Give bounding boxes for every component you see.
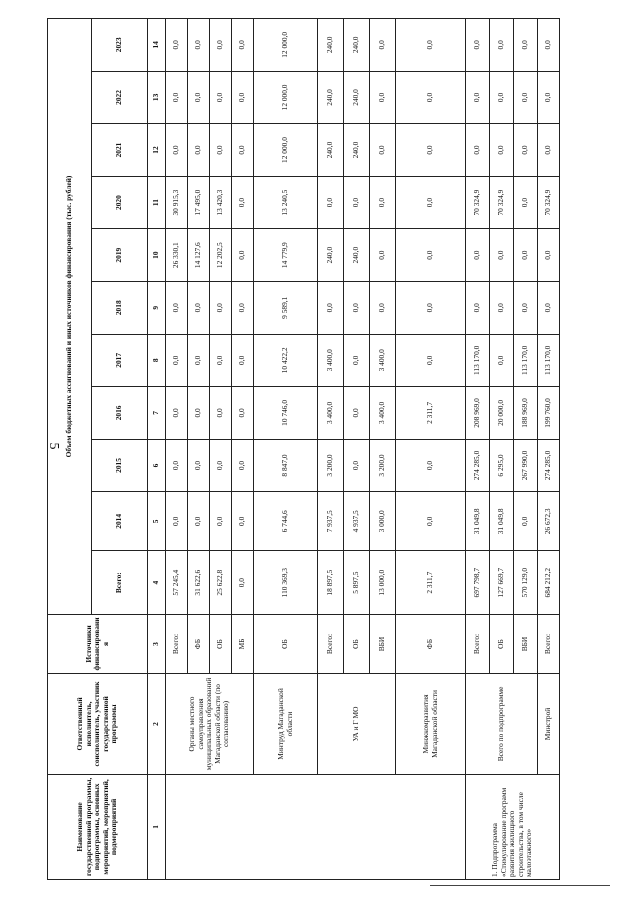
value-cell: 113 170,0 xyxy=(538,334,560,387)
source-cell: ВБИ xyxy=(370,614,396,673)
header-name: Наименование государственной программы, подпрограммы, основных мероприятий, мероприятий, подмероприятий xyxy=(48,774,148,879)
value-cell: 0,0 xyxy=(514,492,538,551)
value-cell: 0,0 xyxy=(490,71,514,124)
value-cell: 17 495,0 xyxy=(188,176,210,229)
source-cell: ОБ xyxy=(490,614,514,673)
value-cell: 0,0 xyxy=(210,439,232,492)
index-cell: 9 xyxy=(148,281,166,334)
value-cell: 3 200,0 xyxy=(318,439,344,492)
value-cell: 0,0 xyxy=(370,229,396,282)
header-year: 2014 xyxy=(92,492,148,551)
header-year: 2020 xyxy=(92,176,148,229)
value-cell: 20 000,0 xyxy=(490,387,514,440)
value-cell: 208 969,0 xyxy=(466,387,490,440)
value-cell: 0,0 xyxy=(514,281,538,334)
executor-cell: Минжкомразвития Магаданской области xyxy=(396,674,466,775)
value-cell: 0,0 xyxy=(232,71,254,124)
value-cell: 0,0 xyxy=(166,281,188,334)
value-cell: 0,0 xyxy=(344,334,370,387)
value-cell: 267 990,0 xyxy=(514,439,538,492)
value-cell: 274 285,0 xyxy=(538,439,560,492)
value-cell: 0,0 xyxy=(318,281,344,334)
value-cell: 10 422,2 xyxy=(254,334,318,387)
index-cell: 8 xyxy=(148,334,166,387)
value-cell: 30 915,3 xyxy=(166,176,188,229)
source-cell: ФБ xyxy=(396,614,466,673)
value-cell: 0,0 xyxy=(490,281,514,334)
value-cell: 0,0 xyxy=(344,439,370,492)
header-year: 2015 xyxy=(92,439,148,492)
header-year: 2019 xyxy=(92,229,148,282)
subprogram-name-cell: 1. Подпрограмма «Стимулирование программ развития жилищного строительства, в том числе малоэтажного» xyxy=(466,774,560,879)
value-cell: 14 779,9 xyxy=(254,229,318,282)
source-cell: Всего: xyxy=(318,614,344,673)
value-cell: 14 127,6 xyxy=(188,229,210,282)
value-cell: 0,0 xyxy=(396,176,466,229)
value-cell: 0,0 xyxy=(210,387,232,440)
index-cell: 13 xyxy=(148,71,166,124)
value-cell: 0,0 xyxy=(318,176,344,229)
value-cell: 0,0 xyxy=(490,334,514,387)
program-name-cell xyxy=(166,774,466,879)
value-cell: 0,0 xyxy=(466,281,490,334)
value-cell: 0,0 xyxy=(490,19,514,72)
value-cell: 0,0 xyxy=(188,281,210,334)
value-cell: 0,0 xyxy=(344,176,370,229)
header-year: 2022 xyxy=(92,71,148,124)
value-cell: 12 000,0 xyxy=(254,71,318,124)
value-cell: 12 000,0 xyxy=(254,19,318,72)
value-cell: 0,0 xyxy=(490,124,514,177)
source-cell: ОБ xyxy=(210,614,232,673)
table-row xyxy=(538,19,560,880)
value-cell: 6 295,0 xyxy=(490,439,514,492)
financing-table xyxy=(47,18,560,880)
value-cell: 0,0 xyxy=(166,19,188,72)
value-cell: 0,0 xyxy=(232,281,254,334)
value-cell: 0,0 xyxy=(166,387,188,440)
value-cell: 0,0 xyxy=(514,71,538,124)
value-cell: 3 400,0 xyxy=(318,334,344,387)
total-cell: 697 798,7 xyxy=(466,551,490,615)
index-cell: 12 xyxy=(148,124,166,177)
table-row xyxy=(318,19,344,880)
value-cell: 0,0 xyxy=(396,281,466,334)
value-cell: 0,0 xyxy=(490,229,514,282)
index-cell: 1 xyxy=(148,774,166,879)
value-cell: 240,0 xyxy=(344,229,370,282)
executor-cell: Минстрой xyxy=(538,674,560,775)
value-cell: 0,0 xyxy=(188,19,210,72)
value-cell: 4 937,5 xyxy=(344,492,370,551)
executor-cell: Всего по подпрограмме xyxy=(466,674,538,775)
value-cell: 0,0 xyxy=(232,492,254,551)
total-cell: 684 212,2 xyxy=(538,551,560,615)
value-cell: 2 311,7 xyxy=(396,387,466,440)
value-cell: 0,0 xyxy=(466,71,490,124)
header-volume: Объем бюджетных ассигнований и иных источников финансирования (тыс. рублей) xyxy=(48,19,92,615)
index-cell: 3 xyxy=(148,614,166,673)
index-cell: 7 xyxy=(148,387,166,440)
source-cell: Всего: xyxy=(538,614,560,673)
value-cell: 10 746,0 xyxy=(254,387,318,440)
value-cell: 0,0 xyxy=(188,124,210,177)
executor-cell: УА и Г МО xyxy=(318,674,396,775)
index-row xyxy=(148,19,166,880)
source-cell: ФБ xyxy=(188,614,210,673)
value-cell: 9 589,1 xyxy=(254,281,318,334)
table-row xyxy=(466,19,490,880)
value-cell: 0,0 xyxy=(538,281,560,334)
header-year: 2021 xyxy=(92,124,148,177)
total-cell: 57 245,4 xyxy=(166,551,188,615)
footnote-divider xyxy=(430,885,610,886)
value-cell: 0,0 xyxy=(188,492,210,551)
header-year: 2016 xyxy=(92,387,148,440)
table-row xyxy=(166,19,188,880)
value-cell: 0,0 xyxy=(466,229,490,282)
value-cell: 274 285,0 xyxy=(466,439,490,492)
value-cell: 0,0 xyxy=(370,176,396,229)
value-cell: 26 330,1 xyxy=(166,229,188,282)
total-cell: 127 669,7 xyxy=(490,551,514,615)
value-cell: 0,0 xyxy=(188,439,210,492)
index-cell: 10 xyxy=(148,229,166,282)
value-cell: 188 969,0 xyxy=(514,387,538,440)
value-cell: 0,0 xyxy=(514,229,538,282)
value-cell: 0,0 xyxy=(396,71,466,124)
value-cell: 0,0 xyxy=(538,71,560,124)
value-cell: 13 240,5 xyxy=(254,176,318,229)
value-cell: 6 744,6 xyxy=(254,492,318,551)
value-cell: 0,0 xyxy=(344,281,370,334)
source-cell: МБ xyxy=(232,614,254,673)
index-cell: 6 xyxy=(148,439,166,492)
source-cell: ОБ xyxy=(254,614,318,673)
value-cell: 0,0 xyxy=(232,387,254,440)
value-cell: 70 324,9 xyxy=(490,176,514,229)
table-row xyxy=(254,19,318,880)
rotated-table-container xyxy=(47,18,604,880)
value-cell: 0,0 xyxy=(514,176,538,229)
value-cell: 0,0 xyxy=(538,124,560,177)
value-cell: 240,0 xyxy=(318,19,344,72)
total-cell: 2 311,7 xyxy=(396,551,466,615)
value-cell: 31 049,8 xyxy=(490,492,514,551)
value-cell: 0,0 xyxy=(210,492,232,551)
value-cell: 0,0 xyxy=(188,334,210,387)
value-cell: 7 937,5 xyxy=(318,492,344,551)
executor-cell: Минтруд Магаданской области xyxy=(254,674,318,775)
value-cell: 12 202,5 xyxy=(210,229,232,282)
index-cell: 4 xyxy=(148,551,166,615)
value-cell: 3 400,0 xyxy=(370,334,396,387)
value-cell: 0,0 xyxy=(166,124,188,177)
header-year: 2017 xyxy=(92,334,148,387)
source-cell: Всего: xyxy=(166,614,188,673)
value-cell: 0,0 xyxy=(166,334,188,387)
value-cell: 0,0 xyxy=(210,71,232,124)
value-cell: 0,0 xyxy=(514,124,538,177)
value-cell: 0,0 xyxy=(344,387,370,440)
value-cell: 240,0 xyxy=(344,124,370,177)
header-total: Всего: xyxy=(92,551,148,615)
total-cell: 570 129,0 xyxy=(514,551,538,615)
value-cell: 113 170,0 xyxy=(514,334,538,387)
executor-cell: Органы местного самоуправления муниципальных образований Магаданской области (по согласованию) xyxy=(166,674,254,775)
value-cell: 240,0 xyxy=(344,19,370,72)
value-cell: 0,0 xyxy=(210,124,232,177)
total-cell: 18 897,5 xyxy=(318,551,344,615)
value-cell: 3 400,0 xyxy=(318,387,344,440)
value-cell: 0,0 xyxy=(210,19,232,72)
value-cell: 0,0 xyxy=(166,439,188,492)
value-cell: 0,0 xyxy=(210,281,232,334)
value-cell: 3 400,0 xyxy=(370,387,396,440)
value-cell: 240,0 xyxy=(318,124,344,177)
value-cell: 240,0 xyxy=(318,229,344,282)
value-cell: 31 049,8 xyxy=(466,492,490,551)
value-cell: 0,0 xyxy=(232,439,254,492)
value-cell: 0,0 xyxy=(538,229,560,282)
value-cell: 0,0 xyxy=(466,19,490,72)
value-cell: 0,0 xyxy=(232,124,254,177)
value-cell: 13 420,3 xyxy=(210,176,232,229)
value-cell: 3 000,0 xyxy=(370,492,396,551)
header-executor: Ответственный исполнитель, соисполнитель, участник государственной программы xyxy=(48,674,148,775)
index-cell: 14 xyxy=(148,19,166,72)
page-number: 5 xyxy=(46,442,61,450)
value-cell: 0,0 xyxy=(232,19,254,72)
value-cell: 0,0 xyxy=(396,334,466,387)
value-cell: 0,0 xyxy=(370,71,396,124)
header-source: Источники финансирования xyxy=(48,614,148,673)
value-cell: 199 760,0 xyxy=(538,387,560,440)
value-cell: 240,0 xyxy=(318,71,344,124)
value-cell: 0,0 xyxy=(370,124,396,177)
value-cell: 0,0 xyxy=(396,229,466,282)
value-cell: 0,0 xyxy=(396,492,466,551)
value-cell: 12 000,0 xyxy=(254,124,318,177)
value-cell: 0,0 xyxy=(232,334,254,387)
value-cell: 0,0 xyxy=(210,334,232,387)
source-cell: ВБИ xyxy=(514,614,538,673)
source-cell: ОБ xyxy=(344,614,370,673)
value-cell: 0,0 xyxy=(232,176,254,229)
total-cell: 31 622,6 xyxy=(188,551,210,615)
value-cell: 0,0 xyxy=(396,19,466,72)
value-cell: 26 672,3 xyxy=(538,492,560,551)
value-cell: 0,0 xyxy=(188,387,210,440)
value-cell: 0,0 xyxy=(466,124,490,177)
value-cell: 70 324,9 xyxy=(538,176,560,229)
header-year: 2018 xyxy=(92,281,148,334)
total-cell: 0,0 xyxy=(232,551,254,615)
value-cell: 0,0 xyxy=(396,124,466,177)
total-cell: 5 897,5 xyxy=(344,551,370,615)
value-cell: 0,0 xyxy=(396,439,466,492)
index-cell: 2 xyxy=(148,674,166,775)
value-cell: 0,0 xyxy=(370,281,396,334)
total-cell: 110 369,3 xyxy=(254,551,318,615)
value-cell: 0,0 xyxy=(232,229,254,282)
value-cell: 8 847,0 xyxy=(254,439,318,492)
value-cell: 0,0 xyxy=(188,71,210,124)
total-cell: 13 000,0 xyxy=(370,551,396,615)
source-cell: Всего: xyxy=(466,614,490,673)
value-cell: 0,0 xyxy=(166,71,188,124)
value-cell: 240,0 xyxy=(344,71,370,124)
value-cell: 0,0 xyxy=(514,19,538,72)
total-cell: 25 622,8 xyxy=(210,551,232,615)
table-row xyxy=(396,19,466,880)
header-year: 2023 xyxy=(92,19,148,72)
value-cell: 113 170,0 xyxy=(466,334,490,387)
index-cell: 11 xyxy=(148,176,166,229)
value-cell: 3 200,0 xyxy=(370,439,396,492)
value-cell: 0,0 xyxy=(538,19,560,72)
index-cell: 5 xyxy=(148,492,166,551)
value-cell: 70 324,9 xyxy=(466,176,490,229)
value-cell: 0,0 xyxy=(166,492,188,551)
value-cell: 0,0 xyxy=(370,19,396,72)
